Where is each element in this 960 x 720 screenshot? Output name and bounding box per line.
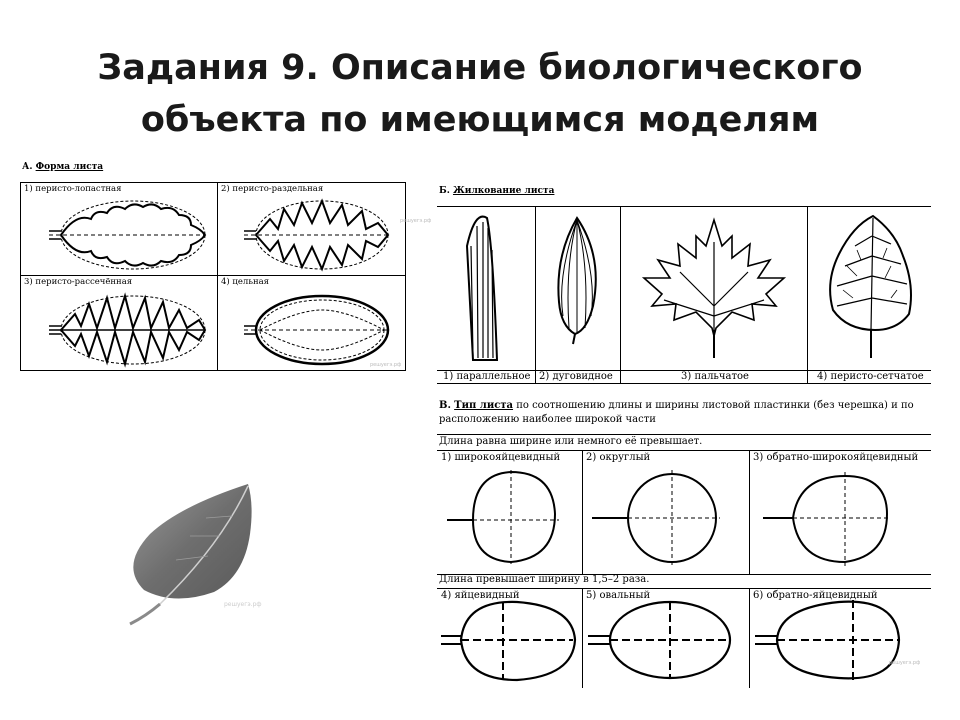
panel-leaf-type: В. Тип листа по соотношению длины и ширины листовой пластинки (без черешка) и по расположению наиболее широкой части Длина равна ширине или немного её превышает. Длина превышает ширину в 1,5–2 раза. 1) широкояйцевидный 2) округлый 3) обратно-широкояйцевидный 4) яйцевидный 5) овальный 6) обратно-яйцевидный решуегэ.рф — [437, 398, 931, 688]
panel-venation: Б. Жилкование листа 1) параллельное 2) дуговидное 3) пальчатое 4) перисто-сетчатое — [437, 184, 931, 386]
slide-title — [0, 42, 960, 146]
arcuate-venation-leaf-icon — [535, 206, 620, 370]
parted-leaf-icon — [218, 183, 406, 276]
pinnate-reticulate-venation-leaf-icon — [807, 206, 931, 370]
ovate-leaf-icon — [437, 594, 582, 690]
lobed-leaf-icon — [21, 183, 218, 276]
title-line-2: объекта по имеющимся моделям — [140, 100, 820, 140]
obovate-leaf-icon — [749, 594, 931, 690]
leaf-photo-icon — [120, 476, 290, 636]
round-leaf-icon — [582, 454, 749, 574]
dissected-leaf-icon — [21, 276, 218, 371]
entire-leaf-icon — [218, 276, 406, 371]
parallel-venation-leaf-icon — [437, 206, 535, 370]
shape-cell-4: 4) цельная решуегэ.рф — [217, 275, 406, 371]
panel-c-heading: В. Тип листа по соотношению длины и ширины листовой пластинки (без черешка) и по — [439, 400, 914, 411]
panel-leaf-shape — [20, 162, 406, 372]
broad-ovate-leaf-icon — [437, 454, 582, 574]
panel-a-heading: А. Форма листа — [22, 162, 104, 172]
shape-cell-2: 2) перисто-раздельная — [217, 182, 406, 276]
panel-b-heading: Б. Жилкование листа — [439, 186, 555, 196]
shape-cell-3: 3) перисто-рассечённая — [20, 275, 218, 371]
oval-leaf-icon — [582, 594, 749, 690]
title-line-1: Задания 9. Описание биологического — [97, 48, 863, 88]
obovate-broad-leaf-icon — [749, 454, 931, 574]
leaf-photo-watermark: решуегэ.рф — [224, 601, 262, 608]
shape-cell-1: 1) перисто-лопастная — [20, 182, 218, 276]
palmate-venation-leaf-icon — [620, 206, 807, 370]
